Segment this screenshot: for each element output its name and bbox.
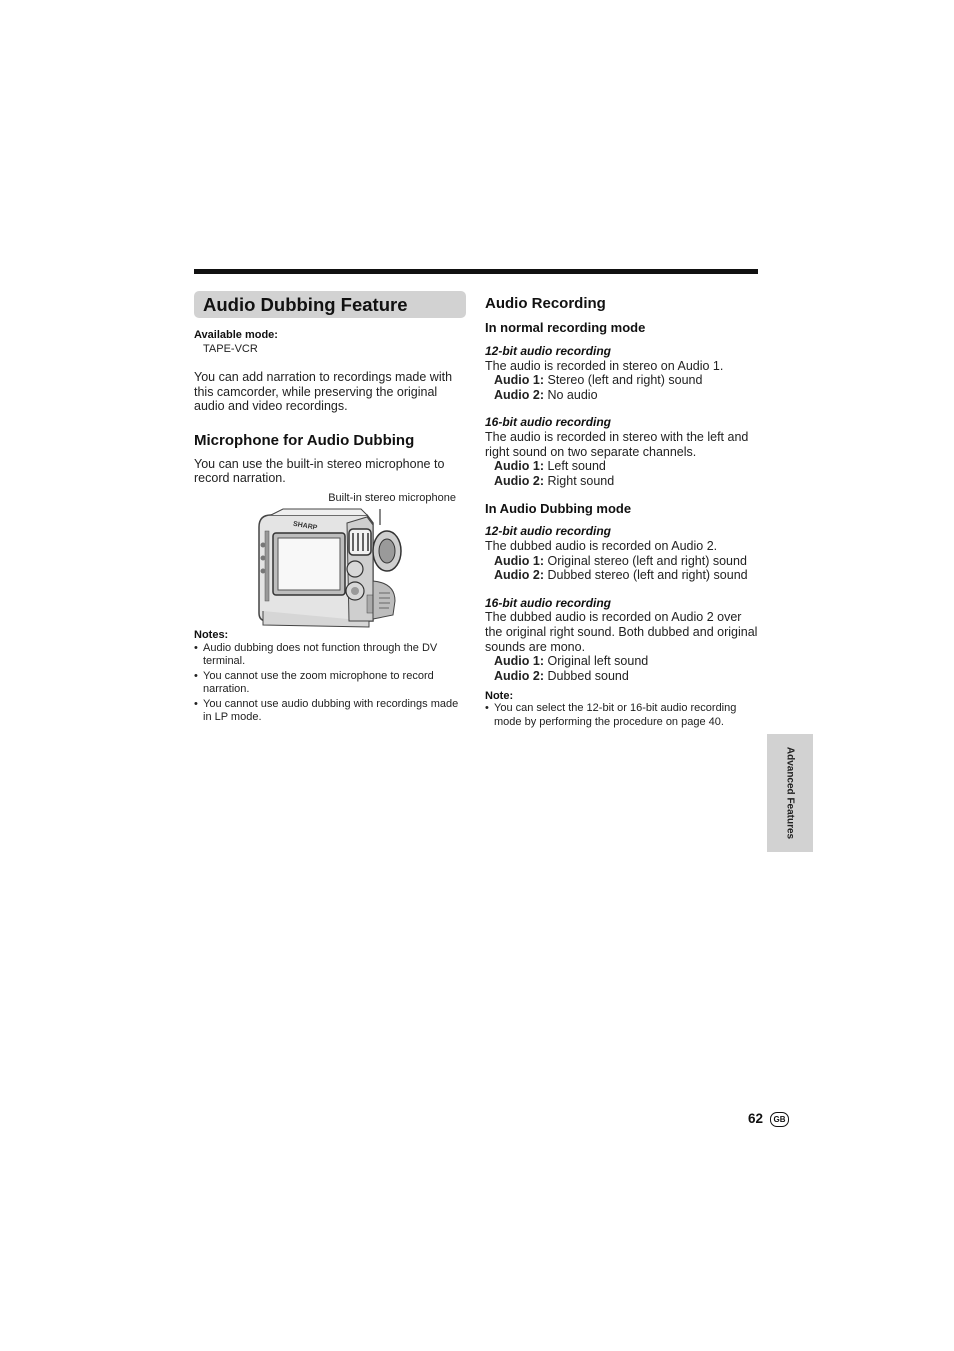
audio1-value: Stereo (left and right) sound — [547, 373, 703, 388]
audio1-label: Audio 1: — [494, 553, 544, 568]
dubbing-12bit-title: 12-bit audio recording — [485, 524, 612, 539]
audio2-label: Audio 2: — [494, 568, 544, 583]
audio2-value: Dubbed stereo (left and right) sound — [547, 568, 748, 583]
normal-16bit-audio2 — [485, 474, 760, 489]
page-number: 62 — [748, 1111, 764, 1126]
dubbing-16bit-audio1 — [485, 654, 760, 669]
normal-12bit-audio2 — [485, 388, 760, 403]
audio1-value: Original left sound — [547, 654, 649, 669]
audio1-value: Left sound — [547, 459, 606, 474]
dubbing-12bit-text: The dubbed audio is recorded on Audio 2. — [485, 538, 718, 553]
notes-label: Notes: — [194, 628, 229, 641]
normal-16bit-audio1 — [485, 459, 760, 474]
normal-16bit-text: The audio is recorded in stereo with the left and right sound on two separate channels. — [485, 429, 749, 459]
region-badge: GB — [770, 1112, 789, 1127]
dubbing-12bit-audio2 — [485, 568, 760, 583]
dubbing-12bit-audio1 — [485, 554, 760, 569]
audio1-label: Audio 1: — [494, 459, 544, 474]
right-column — [485, 291, 760, 729]
audio-recording-heading: Audio Recording — [485, 295, 606, 312]
dubbing-mode-heading: In Audio Dubbing mode — [485, 501, 632, 517]
normal-12bit-text: The audio is recorded in stereo on Audio 1. — [485, 358, 724, 373]
audio1-label: Audio 1: — [494, 654, 544, 669]
dubbing-16bit-text: The dubbed audio is recorded on Audio 2 over the original right sound. Both dubbed and original sounds are mono. — [485, 610, 758, 654]
section-tab — [767, 734, 813, 852]
note-item: • You cannot use audio dubbing with recordings made in LP mode. — [194, 698, 466, 725]
audio2-value: Right sound — [547, 473, 615, 488]
camera-figure — [194, 491, 466, 626]
intro-paragraph: You can add narration to recordings made with this camcorder, while preserving the original audio and video recordings. — [194, 370, 453, 414]
audio2-value: Dubbed sound — [547, 668, 629, 683]
audio2-label: Audio 2: — [494, 473, 544, 488]
camcorder-illustration — [249, 503, 409, 628]
audio2-value: No audio — [547, 387, 598, 402]
normal-12bit-audio1 — [485, 373, 760, 388]
available-mode-value: TAPE-VCR — [203, 343, 258, 355]
section-tab-label: Advanced Features — [784, 746, 796, 840]
page-title: Audio Dubbing Feature — [194, 291, 466, 318]
dubbing-16bit-audio2 — [485, 669, 760, 684]
normal-16bit-title: 16-bit audio recording — [485, 415, 612, 430]
note-item: • You can select the 12-bit or 16-bit audio recording mode by performing the procedure on page 40. — [485, 702, 760, 729]
normal-mode-heading: In normal recording mode — [485, 320, 646, 335]
note-item: • You cannot use the zoom microphone to record narration. — [194, 670, 466, 697]
mic-paragraph: You can use the built-in stereo microphone to record narration. — [194, 456, 445, 486]
audio1-label: Audio 1: — [494, 373, 544, 388]
audio2-label: Audio 2: — [494, 668, 544, 683]
figure-caption: Built-in stereo microphone — [328, 491, 456, 504]
camera-brand: SHARP — [292, 520, 318, 532]
mic-heading: Microphone for Audio Dubbing — [194, 431, 415, 449]
audio2-label: Audio 2: — [494, 387, 544, 402]
available-mode-label: Available mode: — [194, 329, 278, 341]
note-label: Note: — [485, 690, 514, 703]
note-item: • Audio dubbing does not function through the DV terminal. — [194, 642, 466, 669]
dubbing-16bit-title: 16-bit audio recording — [485, 595, 612, 610]
normal-12bit-title: 12-bit audio recording — [485, 344, 612, 358]
audio1-value: Original stereo (left and right) sound — [547, 553, 747, 568]
left-column — [194, 291, 466, 725]
top-rule — [194, 269, 758, 274]
